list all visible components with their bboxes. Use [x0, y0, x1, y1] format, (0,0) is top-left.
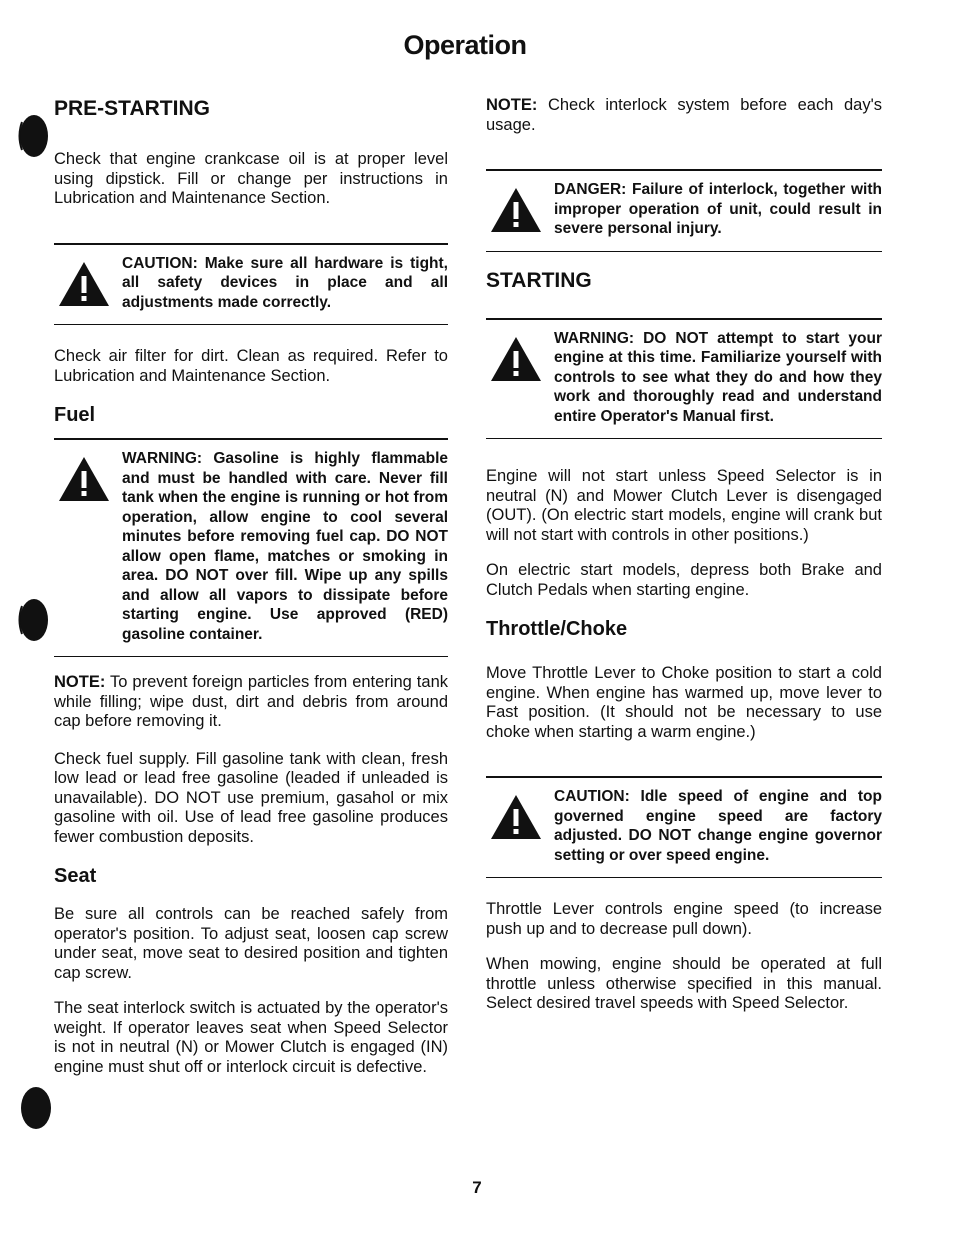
warning-triangle-icon	[486, 180, 546, 234]
fuel-heading: Fuel	[54, 404, 96, 426]
warning-triangle-icon	[54, 254, 114, 308]
binder-hole-icon	[14, 112, 50, 160]
prestarting-heading: PRE-STARTING	[54, 97, 210, 120]
caution-hardware-box	[54, 243, 448, 326]
danger-interlock-text: DANGER: Failure of interlock, together with improper operation of unit, could result in severe personal injury.	[554, 181, 882, 237]
throttle-move-paragraph: Move Throttle Lever to Choke position to start a cold engine. When engine has warmed up, move lever to Fast position. (It should not be necessary to use choke when starting a warm engine.)	[486, 664, 882, 741]
note-interlock-text: Check interlock system before each day's usage.	[486, 96, 882, 134]
interlock-paragraph: The seat interlock switch is actuated by the operator's weight. If operator leaves seat when Speed Selector is not in neutral (N) or Mower Clutch is engaged (IN) engine must shut off or interlock circuit is defective.	[54, 999, 448, 1076]
seat-paragraph: Be sure all controls can be reached safely from operator's position. To adjust seat, loosen cap screw under seat, move seat to desired position and tighten cap screw.	[54, 905, 448, 982]
page-number: 7	[472, 1178, 482, 1197]
warning-triangle-icon	[54, 449, 114, 503]
throttle-choke-heading: Throttle/Choke	[486, 618, 628, 640]
mowing-paragraph: When mowing, engine should be operated at full throttle unless otherwise specified in this manual. Select desired travel speeds with Speed Selector.	[486, 955, 882, 1012]
caution-idle-box	[486, 776, 882, 878]
air-filter-paragraph: Check air filter for dirt. Clean as required. Refer to Lubrication and Maintenance Section.	[54, 347, 448, 385]
note-label: NOTE:	[54, 673, 106, 691]
fuel-supply-paragraph: Check fuel supply. Fill gasoline tank with clean, fresh low lead or lead free gasoline (leaded if unleaded is unavailable). DO NOT use premium, gasahol or mix gasoline with oil. Use of lead free gasoline produces fewer combustion deposits.	[54, 749, 448, 846]
page-title: Operation	[403, 30, 527, 60]
binder-hole-icon	[14, 596, 50, 644]
throttle-controls-paragraph: Throttle Lever controls engine speed (to increase push up and to decrease pull down).	[486, 900, 882, 938]
electric-start-paragraph: On electric start models, depress both Brake and Clutch Pedals when starting engine.	[486, 561, 882, 599]
note-fuel-text: To prevent foreign particles from entering tank while filling; wipe dust, dirt and debris from around cap before removing it.	[54, 673, 448, 730]
starting-heading: STARTING	[486, 268, 592, 292]
seat-heading: Seat	[54, 865, 97, 887]
danger-interlock-box	[486, 169, 882, 252]
warning-gasoline-text: WARNING: Gasoline is highly flammable and must be handled with care. Never fill tank when the engine is running or hot from operation, allow engine to cool several minutes before removing fuel cap. DO NOT allow open flame, matches or smoking in area. DO NOT over fill. Wipe up any spills and allow all vapors to dissipate before starting engine. Use approved (RED) gasoline container.	[122, 450, 448, 643]
engine-start-paragraph: Engine will not start unless Speed Selector is in neutral (N) and Mower Clutch Lever is disengaged (OUT). (On electric start models, engine will crank but will not start with controls in other positions.)	[486, 467, 882, 544]
warning-gasoline-box	[54, 438, 448, 657]
warning-triangle-icon	[486, 329, 546, 383]
caution-hardware-text: CAUTION: Make sure all hardware is tight, all safety devices in place and all adjustments made correctly.	[122, 254, 448, 311]
warning-start-box	[486, 318, 882, 440]
right-column	[486, 96, 882, 1014]
note-label: NOTE:	[486, 96, 538, 114]
warning-triangle-icon	[486, 787, 546, 841]
caution-idle-text: CAUTION: Idle speed of engine and top governed engine speed are factory adjusted. DO NOT change engine governor setting or over speed engine.	[554, 788, 882, 864]
note-interlock-paragraph	[486, 96, 882, 135]
note-fuel-paragraph	[54, 673, 448, 732]
left-column	[54, 96, 448, 1077]
warning-start-text: WARNING: DO NOT attempt to start your engine at this time. Familiarize yourself with controls to see what they do and how they work and thoroughly read and understand entire Operator's Manual first.	[554, 329, 882, 425]
crankcase-paragraph: Check that engine crankcase oil is at proper level using dipstick. Fill or change per instructions in Lubrication and Maintenance Section.	[54, 150, 448, 207]
binder-hole-icon	[12, 1084, 52, 1132]
